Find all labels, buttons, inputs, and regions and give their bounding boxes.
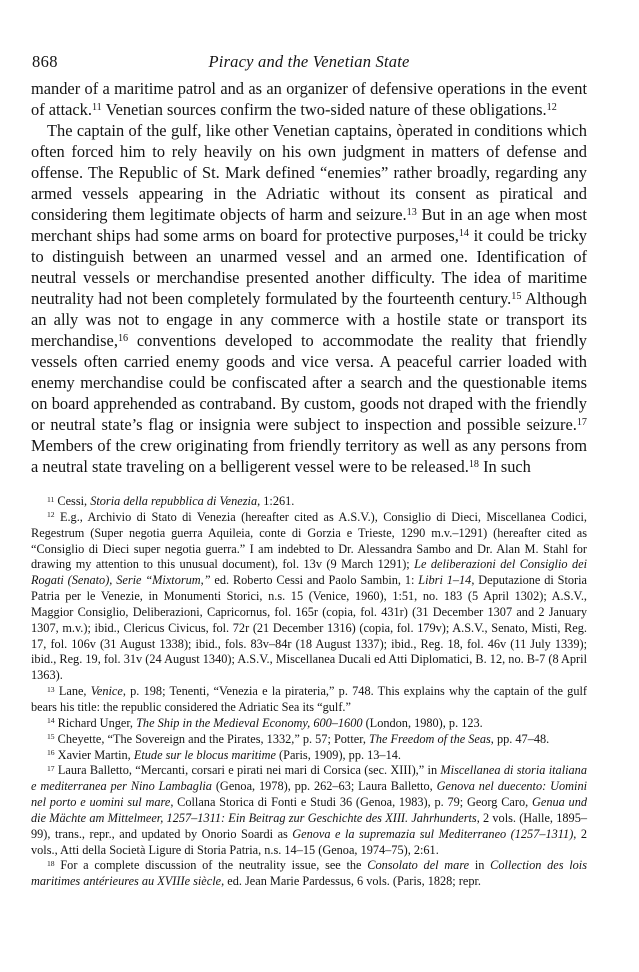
- text-run: , Collana Storica di Fonti e Studi 36 (Genoa, 1983), p. 79; Georg Caro,: [170, 795, 532, 810]
- italic-title: Collection des lois maritimes antérieures au XVIIIe siècle: [31, 858, 587, 889]
- text-run: But in an age when most merchant ships had some arms on board for protective purposes,: [31, 205, 587, 245]
- footnote-ref-12[interactable]: 12: [546, 102, 557, 114]
- footnote-number: 12: [47, 510, 55, 520]
- text-run: , 2 vols., Atti della Società Ligure di Storia Patria, n.s. 14–15 (Genoa, 1974–75), 2:61.: [31, 826, 588, 857]
- footnote-15: [31, 732, 587, 748]
- text-run: , p. 198; Tenenti, “Venezia e la pirateria,” p. 748. This explains why the captain of the gulf bears his title: the republic considered the Adriatic Sea its “gulf.”: [31, 684, 587, 714]
- footnote-number: 18: [47, 858, 55, 868]
- text-run: The captain of the gulf, like other Venetian captains, òperated in conditions which often forced him to rely heavily on his own judgment in matters of defense and offense. The Republic of St. Mark defined “enemies” rather broadly, regarding any armed vessels appearing in the Adriatic without its consent as piratical and considering them legitimate objects of harm and seizure.: [31, 121, 587, 224]
- text-run: ed. Roberto Cessi and Paolo Sambin, 1:: [210, 573, 419, 588]
- italic-title: The Ship in the Medieval Economy, 600–1600: [136, 715, 363, 730]
- footnote-ref-14[interactable]: 14: [458, 228, 469, 240]
- italic-title: The Freedom of the Seas: [368, 731, 491, 746]
- text-run: Although an ally was not to engage in any commerce with a hostile state or transport its merchandise,: [31, 289, 587, 350]
- text-run: (Paris, 1909), pp. 13–14.: [275, 747, 401, 762]
- text-run: Lane,: [54, 684, 91, 699]
- footnote-ref-15[interactable]: 15: [511, 291, 522, 303]
- footnote-13: [31, 684, 587, 716]
- main-text: [31, 78, 587, 477]
- text-run: conventions developed to accommodate the reality that friendly vessels often carried enemy goods and vice versa. A peaceful carrier loaded with enemy merchandise could be confiscated after a search and the questionable items on board apprehended as contraband. By custom, goods not draped with the friendly or neutral state’s flag or insignia were subject to inspection and possible seizure.: [31, 331, 587, 434]
- text-run: For a complete discussion of the neutrality issue, see the: [54, 858, 368, 873]
- italic-title: Genova nel duecento: Uomini nel porto e uomini sul mare: [31, 779, 588, 810]
- footnote-number: 15: [47, 732, 55, 742]
- italic-title: Etude sur le blocus maritime: [133, 747, 276, 762]
- running-title: Piracy and the Venetian State: [208, 52, 410, 71]
- footnote-11: [31, 494, 587, 510]
- text-run: Xavier Martin,: [54, 747, 134, 762]
- text-run: Cheyette, “The Sovereign and the Pirates, 1332,” p. 57; Potter,: [54, 731, 369, 746]
- footnotes: [31, 494, 587, 890]
- text-run: Venetian sources confirm the two-sided nature of these obligations.: [101, 100, 547, 119]
- italic-title: Miscellanea di storia italiana e mediterranea per Nino Lambaglia: [31, 763, 587, 794]
- page-number: 868: [32, 52, 58, 71]
- footnote-number: 11: [47, 494, 55, 504]
- text-run: mander of a maritime patrol and as an organizer of defensive operations in the event of attack.: [31, 79, 587, 119]
- footnote-number: 16: [47, 748, 55, 758]
- text-run: Cessi,: [54, 494, 91, 508]
- paragraph-2: [31, 120, 587, 477]
- footnote-18: [31, 858, 587, 890]
- footnote-number: 14: [47, 716, 55, 726]
- italic-title: Genova e la supremazia sul Mediterraneo (1257–1311): [292, 826, 574, 841]
- paragraph-1: [31, 78, 587, 120]
- footnote-17: [31, 763, 587, 858]
- text-run: Members of the crew originating from friendly territory as well as any persons from a neutral state traveling on a belligerent vessel were to be released.: [31, 436, 587, 476]
- footnote-ref-18[interactable]: 18: [468, 459, 479, 471]
- italic-title: Genua und die Mächte am Mittelmeer, 1257–1311: Ein Beitrag zur Geschichte des XIII. Jahrhunderts: [31, 795, 587, 825]
- footnote-14: [31, 716, 587, 732]
- text-run: Richard Unger,: [54, 715, 137, 730]
- text-run: Laura Balletto, “Mercanti, corsari e pirati nei mari di Corsica (sec. XIII),” in: [54, 763, 441, 778]
- running-header: [31, 52, 587, 76]
- text-run: , 1:261.: [257, 494, 295, 508]
- footnote-ref-16[interactable]: 16: [117, 333, 129, 345]
- footnote-number: 17: [47, 763, 55, 773]
- footnote-number: 13: [47, 684, 55, 694]
- footnote-16: [31, 748, 587, 764]
- text-run: , 2 vols. (Halle, 1895–99), trans., repr., and updated by Onorio Soardi as: [31, 810, 587, 841]
- italic-title: Le deliberazioni del Consiglio dei Rogati (Senato), Serie “Mixtorum,”: [31, 557, 587, 588]
- text-run: In such: [478, 457, 531, 476]
- text-run: in: [469, 858, 491, 873]
- text-run: , ed. Jean Marie Pardessus, 6 vols. (Paris, 1828; repr.: [221, 874, 481, 889]
- text-run: it could be tricky to distinguish between an unarmed vessel and an armed one. Identification of neutral vessels or merchandise presented another difficulty. The idea of maritime neutrality had not been completely formulated by the fourteenth century.: [31, 226, 587, 308]
- footnote-12: [31, 510, 587, 684]
- text-run: (London, 1980), p. 123.: [362, 715, 483, 730]
- text-run: (Genoa, 1978), pp. 262–63; Laura Balletto,: [211, 779, 437, 794]
- text-run: , pp. 47–48.: [490, 731, 550, 746]
- footnote-ref-13[interactable]: 13: [406, 207, 417, 219]
- text-run: E.g., Archivio di Stato di Venezia (hereafter cited as A.S.V.), Consiglio di Dieci, Miscellanea Codici, Regestrum (Super negotia guerra Aquileia, conte di Gorzia e Trieste, 1290 m.v.–1291) (hereafter cited as “Consiglio di Dieci super negotia guerra.” I am indebted to Dr. Alessandra Sambo and Dr. Alan M. Stahl for drawing my attention to this unusual document), fol. 13v (9 March 1291);: [31, 509, 587, 572]
- footnote-ref-11[interactable]: 11: [91, 102, 102, 114]
- text-run: , Deputazione di Storia Patria per le Venezie, in Monumenti Storici, n.s. 15 (Venice, 1960), 1:51, no. 183 (5 April 1302); A.S.V., Maggior Consiglio, Deliberazioni, Capricornus, fol. 165r (copia, fol. 431r) (31 December 1307 and 2 January 1307, m.v.); ibid., Clericus Civicus, fol. 72r (21 December 1316) (copia, fol. 179v); A.S.V., Senato, Misti, Reg. 17, fol. 106v (31 August 1338); ibid., fols. 83v–84r (18 August 1337); ibid., Reg. 18, fol. 46v (11 July 1339); ibid., Reg. 19, fol. 31v (24 August 1340); A.S.V., Miscellanea Ducali ed Atti Diplomatici, B. 12, no. B-7 (8 April 1363).: [31, 573, 587, 683]
- italic-title: Libri 1–14: [418, 573, 472, 588]
- italic-title: Storia della repubblica di Venezia: [90, 494, 258, 508]
- journal-page: [31, 0, 587, 972]
- italic-title: Consolato del mare: [367, 858, 470, 873]
- italic-title: Venice: [90, 684, 123, 699]
- footnote-ref-17[interactable]: 17: [576, 417, 587, 429]
